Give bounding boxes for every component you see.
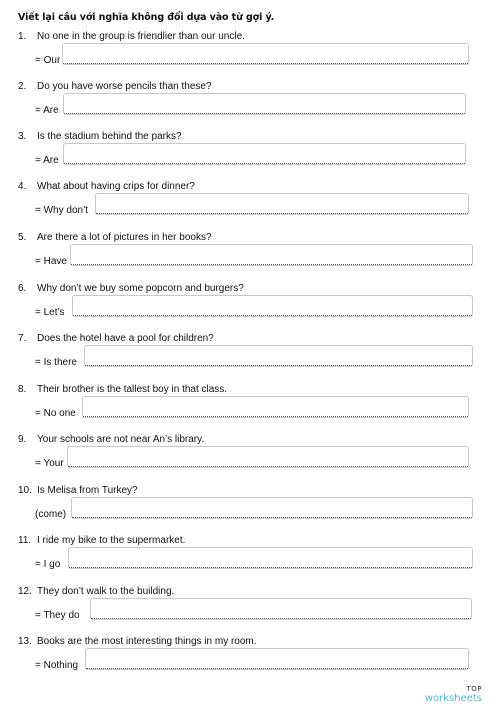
question-text: Do you have worse pencils than these? [37, 81, 212, 92]
answer-prefix: = Is there [35, 357, 77, 368]
answer-input[interactable] [67, 446, 469, 468]
answer-input[interactable] [70, 244, 473, 266]
question-text: Their brother is the tallest boy in that class. [37, 384, 228, 395]
question-5 [0, 232, 500, 282]
answer-prefix: = They do [35, 610, 80, 621]
answer-input[interactable] [68, 547, 473, 569]
answer-prefix: = Nothing [35, 660, 79, 671]
question-number: 10. [18, 485, 32, 496]
question-number: 7. [18, 333, 27, 344]
question-number: 6. [18, 283, 27, 294]
question-12 [0, 586, 500, 636]
answer-prefix: = Are [35, 105, 59, 116]
question-number: 13. [18, 636, 32, 647]
answer-input[interactable] [95, 193, 469, 215]
brand-logo [425, 685, 482, 703]
answer-input[interactable] [85, 648, 469, 670]
question-text: No one in the group is friendlier than our uncle. [37, 31, 245, 42]
question-text: Is Melisa from Turkey? [37, 485, 138, 496]
answer-input[interactable] [82, 396, 469, 418]
answer-input[interactable] [84, 345, 473, 367]
answer-input[interactable] [63, 93, 466, 115]
answer-prefix: (come) [35, 509, 67, 520]
question-1 [0, 31, 500, 81]
question-number: 12. [18, 586, 32, 597]
question-3 [0, 131, 500, 181]
question-9 [0, 434, 500, 484]
question-text: Does the hotel have a pool for children? [37, 333, 214, 344]
question-text: Your schools are not near An’s library. [37, 434, 205, 445]
question-11 [0, 535, 500, 585]
question-13 [0, 636, 500, 686]
question-text: What about having crips for dinner? [37, 181, 195, 192]
question-2 [0, 81, 500, 131]
answer-input[interactable] [72, 295, 473, 317]
question-text: Why don’t we buy some popcorn and burgers? [37, 283, 244, 294]
answer-input[interactable] [90, 598, 472, 620]
question-number: 9. [18, 434, 27, 445]
brand-bottom: worksheets [424, 693, 482, 704]
answer-prefix: = Have [35, 256, 67, 267]
question-8 [0, 384, 500, 434]
question-text: They don’t walk to the building. [37, 586, 175, 597]
question-number: 11. [18, 535, 32, 546]
question-number: 2. [18, 81, 27, 92]
answer-input[interactable] [63, 143, 466, 165]
question-text: Are there a lot of pictures in her books? [37, 232, 212, 243]
answer-input[interactable] [71, 497, 473, 519]
brand-top: TOP [466, 685, 482, 693]
answer-prefix: = I go [35, 559, 61, 570]
answer-prefix: = Let’s [35, 307, 65, 318]
answer-prefix: = No one [35, 408, 76, 419]
answer-prefix: = Your [35, 458, 64, 469]
answer-prefix: = Our [35, 55, 61, 66]
question-4 [0, 181, 500, 231]
question-10 [0, 485, 500, 535]
question-7 [0, 333, 500, 383]
answer-input[interactable] [62, 43, 469, 65]
question-text: Books are the most interesting things in my room. [37, 636, 257, 647]
question-text: I ride my bike to the supermarket. [37, 535, 186, 546]
question-number: 1. [18, 31, 27, 42]
question-number: 8. [18, 384, 27, 395]
page-title: Viết lại câu với nghĩa không đổi dựa vào từ gợi ý. [18, 12, 275, 23]
question-number: 4. [18, 181, 27, 192]
question-text: Is the stadium behind the parks? [37, 131, 182, 142]
answer-prefix: = Why don’t [35, 205, 89, 216]
question-number: 5. [18, 232, 27, 243]
question-number: 3. [18, 131, 27, 142]
answer-prefix: = Are [35, 155, 59, 166]
question-6 [0, 283, 500, 333]
